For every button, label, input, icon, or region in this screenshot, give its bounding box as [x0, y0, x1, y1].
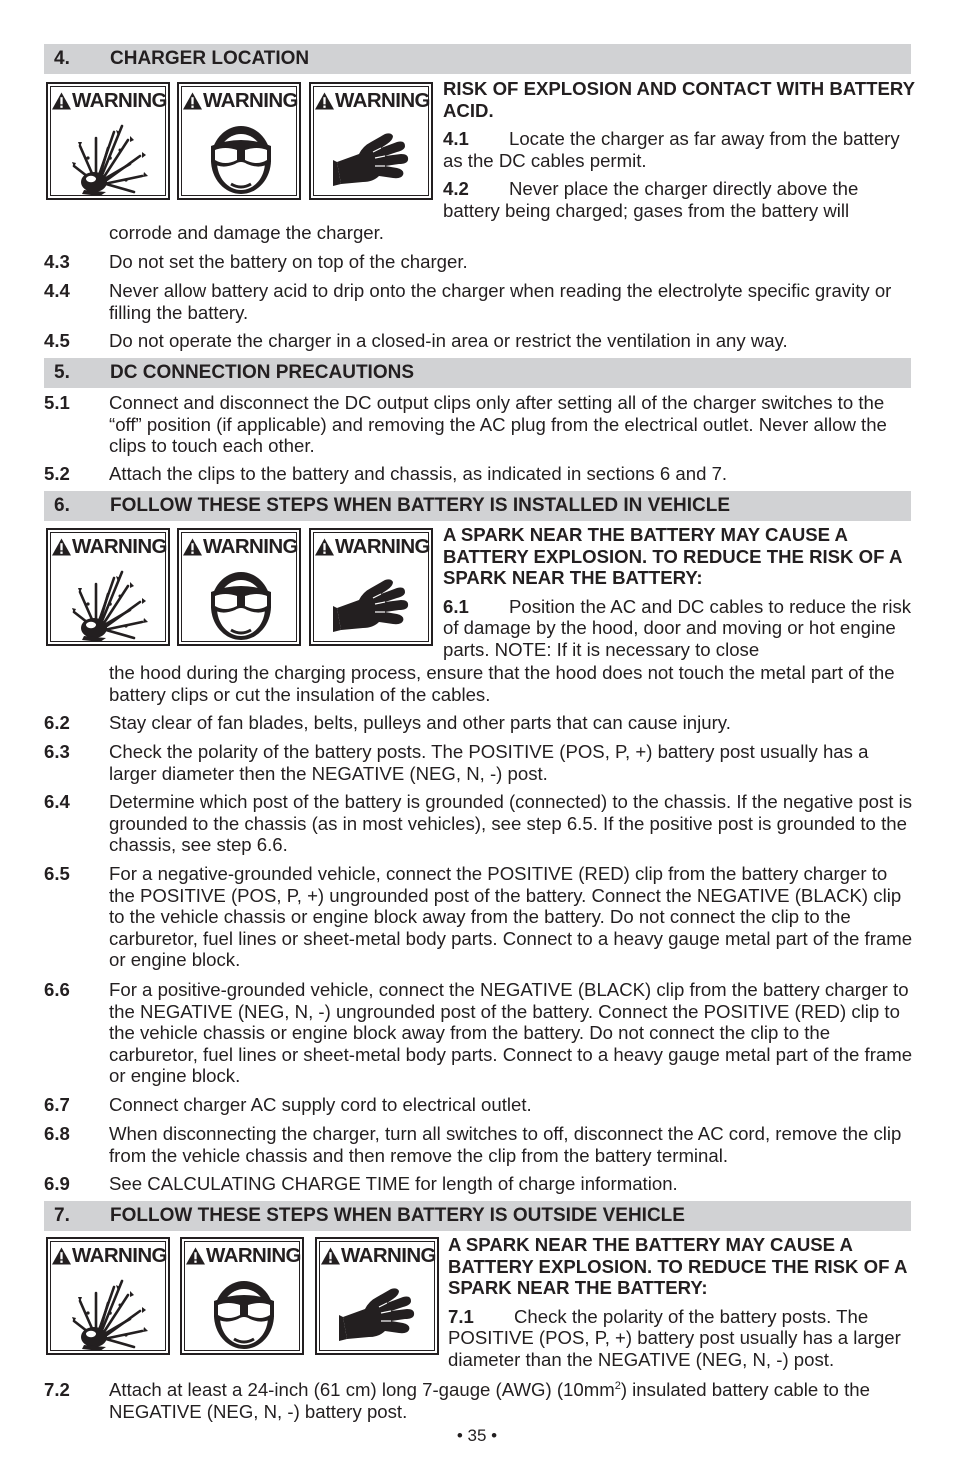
paragraph-4-5: 4.5 Do not operate the charger in a closed-in area or restrict the ventilation in any way.	[44, 330, 788, 351]
paragraph-4-2-continued: corrode and damage the charger.	[109, 222, 384, 243]
section-header-7	[44, 1201, 911, 1231]
section-6-warning-text	[443, 524, 918, 660]
section-title: FOLLOW THESE STEPS WHEN BATTERY IS INSTALLED IN VEHICLE	[110, 495, 730, 516]
paragraph-5-2: 5.2 Attach the clips to the battery and chassis, as indicated in sections 6 and 7.	[44, 463, 728, 484]
paragraph-7-1: 7.1 Check the polarity of the battery posts. The POSITIVE (POS, P, +) battery post usually has a larger diameter than the NEGATIVE (NEG, N, -) post.	[448, 1305, 901, 1370]
warning-triangle-icon	[315, 92, 334, 110]
section-number: 5.	[54, 362, 70, 383]
explosion-icon	[70, 118, 150, 196]
page-number: • 35 •	[456, 1426, 498, 1445]
protective-glove-icon	[333, 564, 413, 642]
paragraph-6-6: 6.6 For a positive-grounded vehicle, connect the NEGATIVE (BLACK) clip from the battery charger to the NEGATIVE (NEG, N, -) ungrounded post of the battery. Connect the POSITIVE (RED) clip to the vehicle chassis or engine block away from the battery. Do not connect the clip to the carburetor, fuel lines or sheet-metal body parts. Connect to a heavy gauge metal part of the frame or engine block.	[44, 979, 913, 1086]
section-title: DC CONNECTION PRECAUTIONS	[110, 362, 415, 383]
paragraph-6-3: 6.3 Check the polarity of the battery posts. The POSITIVE (POS, P, +) battery post usually has a larger diameter then the NEGATIVE (NEG, N, -) post.	[44, 741, 869, 784]
warning-label: WARNING	[203, 535, 298, 558]
warning-label: WARNING	[206, 1244, 301, 1267]
warning-label: WARNING	[72, 89, 167, 112]
warning-triangle-icon	[321, 1247, 340, 1265]
warning-sign-explosion	[46, 528, 170, 646]
paragraph-5-1: 5.1 Connect and disconnect the DC output clips only after setting all of the charger switches to the “off” position (if applicable) and removing the AC plug from the electrical outlet. Never allow the clips to touch each other.	[44, 392, 887, 456]
warning-label: WARNING	[335, 89, 430, 112]
warning-triangle-icon	[52, 538, 71, 556]
paragraph-6-1-continued: the hood during the charging process, ensure that the hood does not touch the metal part of the battery clips or cut the insulation of the cables.	[109, 662, 895, 705]
section-title: CHARGER LOCATION	[110, 48, 310, 69]
paragraph-6-7: 6.7 Connect charger AC supply cord to electrical outlet.	[44, 1094, 532, 1115]
paragraph-6-1: 6.1 Position the AC and DC cables to reduce the risk of damage by the hood, door and moving or hot engine parts. NOTE: If it is necessary to close	[443, 595, 912, 660]
section-title: FOLLOW THESE STEPS WHEN BATTERY IS OUTSIDE VEHICLE	[110, 1205, 685, 1226]
paragraph-6-4: 6.4 Determine which post of the battery is grounded (connected) to the chassis. If the negative post is grounded to the chassis (as in most vehicles), see step 6.5. If the positive post is grounded to the chassis, see step 6.6.	[44, 791, 913, 855]
paragraph-6-8: 6.8 When disconnecting the charger, turn all switches to off, disconnect the AC cord, remove the clip from the vehicle chassis and then remove the clip from the battery terminal.	[44, 1123, 902, 1166]
warning-sign-gloves	[309, 82, 433, 200]
warning-sign-eye-protection	[180, 1237, 304, 1355]
paragraph-6-9: 6.9 See CALCULATING CHARGE TIME for length of charge information.	[44, 1173, 678, 1194]
paragraph-4-4: 4.4 Never allow battery acid to drip onto the charger when reading the electrolyte specific gravity or filling the battery.	[44, 280, 892, 323]
safety-goggles-icon	[201, 118, 281, 196]
section-header-4	[44, 44, 911, 74]
warning-triangle-icon	[315, 538, 334, 556]
section-header-6	[44, 491, 911, 521]
warning-triangle-icon	[186, 1247, 205, 1265]
warning-triangle-icon	[183, 92, 202, 110]
warning-triangle-icon	[52, 92, 71, 110]
safety-goggles-icon	[204, 1273, 284, 1351]
paragraph-4-1: 4.1 Locate the charger as far away from the battery as the DC cables permit.	[443, 128, 900, 171]
warning-label: WARNING	[72, 535, 167, 558]
section-number: 7.	[54, 1205, 70, 1226]
warning-sign-eye-protection	[177, 528, 301, 646]
warning-label: WARNING	[341, 1244, 436, 1267]
warning-label: WARNING	[72, 1244, 167, 1267]
protective-glove-icon	[333, 118, 413, 196]
section-number: 4.	[54, 48, 70, 69]
warning-sign-gloves	[315, 1237, 439, 1355]
risk-statement: A SPARK NEAR THE BATTERY MAY CAUSE A BATTERY EXPLOSION. TO REDUCE THE RISK OF A SPARK NEAR THE BATTERY:	[443, 524, 902, 588]
warning-label: WARNING	[203, 89, 298, 112]
paragraph-4-3: 4.3 Do not set the battery on top of the charger.	[44, 251, 468, 272]
warning-sign-gloves	[309, 528, 433, 646]
protective-glove-icon	[339, 1273, 419, 1351]
risk-statement: RISK OF EXPLOSION AND CONTACT WITH BATTERY ACID.	[443, 78, 915, 121]
paragraph-7-2: 7.2 Attach at least a 24-inch (61 cm) long 7-gauge (AWG) $(10mm^2)$ insulated battery cable to the NEGATIVE (NEG, N, -) battery post.	[44, 1379, 870, 1422]
explosion-icon	[70, 1273, 150, 1351]
section-header-5	[44, 358, 911, 388]
safety-goggles-icon	[201, 564, 281, 642]
warning-label: WARNING	[335, 535, 430, 558]
explosion-icon	[70, 564, 150, 642]
section-7-warning-text	[448, 1234, 918, 1370]
paragraph-6-2: 6.2 Stay clear of fan blades, belts, pulleys and other parts that can cause injury.	[44, 712, 731, 733]
warning-sign-explosion	[46, 82, 170, 200]
section-4-warning-text	[443, 78, 918, 221]
warning-sign-explosion	[46, 1237, 170, 1355]
paragraph-6-5: 6.5 For a negative-grounded vehicle, connect the POSITIVE (RED) clip from the battery charger to the POSITIVE (POS, P, +) ungrounded post of the battery. Connect the NEGATIVE (BLACK) clip to the vehicle chassis or engine block away from the battery. Do not connect the clip to the carburetor, fuel lines or sheet-metal body parts. Connect to a heavy gauge metal part of the frame or engine block.	[44, 863, 913, 970]
warning-sign-eye-protection	[177, 82, 301, 200]
paragraph-4-2: 4.2 Never place the charger directly above the battery being charged; gases from the battery will	[443, 178, 859, 221]
risk-statement: A SPARK NEAR THE BATTERY MAY CAUSE A BATTERY EXPLOSION. TO REDUCE THE RISK OF A SPARK NEAR THE BATTERY:	[448, 1234, 907, 1298]
section-number: 6.	[54, 495, 70, 516]
warning-triangle-icon	[183, 538, 202, 556]
warning-triangle-icon	[52, 1247, 71, 1265]
